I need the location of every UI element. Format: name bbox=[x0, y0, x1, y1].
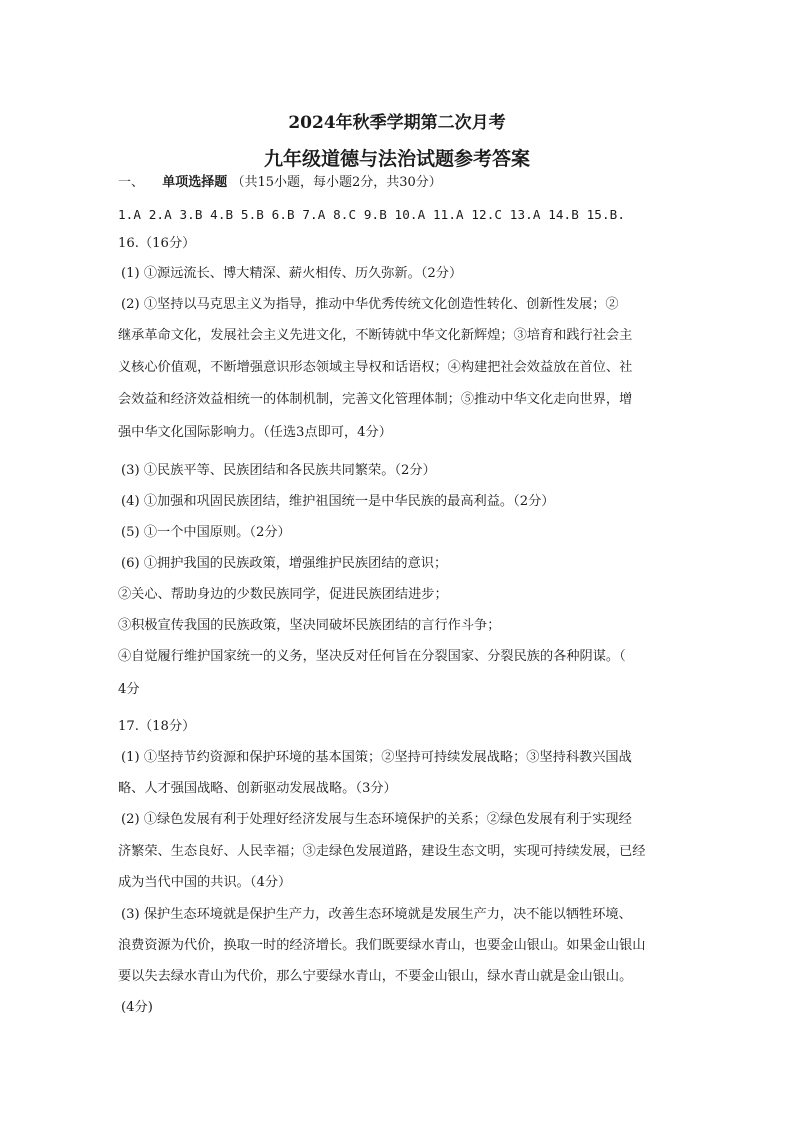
q17-line: (1) ①坚持节约资源和保护环境的基本国策；②坚持可持续发展战略；③坚持科教兴国战 bbox=[121, 750, 632, 765]
q16-line: 强中华文化国际影响力。（任选3点即可，4分） bbox=[118, 425, 392, 440]
q16-line: (2) ①坚持以马克思主义为指导，推动中华优秀传统文化创造性转化、创新性发展；② bbox=[121, 297, 619, 312]
question-17-heading: 17.（18分） bbox=[118, 719, 196, 734]
q16-line: (6) ①拥护我国的民族政策，增强维护民族团结的意识； bbox=[121, 556, 448, 571]
section-heading-single-choice bbox=[118, 174, 678, 192]
q16-line: 会效益和经济效益相统一的体制机制，完善文化管理体制；⑤推动中华文化走向世界，增 bbox=[118, 392, 633, 407]
q16-line: (3) ①民族平等、民族团结和各民族共同繁荣。（2分） bbox=[121, 463, 436, 478]
q16-line: (1) ①源远流长、博大精深、薪火相传、历久弥新。（2分） bbox=[121, 266, 463, 281]
q17-line: (4分) bbox=[121, 1000, 153, 1015]
q17-line: 济繁荣、生态良好、人民幸福；③走绿色发展道路，建设生态文明，实现可持续发展，已经 bbox=[118, 844, 646, 859]
choice-answers: 1.A 2.A 3.B 4.B 5.B 6.B 7.A 8.C 9.B 10.A 11.A 12.C 13.A 14.B 15.B. bbox=[118, 207, 626, 222]
q17-line: 略、人才强国战略、创新驱动发展战略。（3分） bbox=[118, 781, 397, 796]
exam-title: 2024年秋季学期第二次月考 bbox=[288, 113, 506, 133]
q17-line: 成为当代中国的共识。（4分） bbox=[118, 875, 292, 890]
q16-line: 义核心价值观，不断增强意识形态领域主导权和话语权；④构建把社会效益放在首位、社 bbox=[118, 360, 633, 375]
q16-line: ④自觉履行维护国家统一的义务，坚决反对任何旨在分裂国家、分裂民族的各种阴谋。（ bbox=[118, 649, 626, 664]
q17-line: 浪费资源为代价，换取一时的经济增长。我们既要绿水青山，也要金山银山。如果金山银山 bbox=[118, 938, 646, 953]
q16-line: 4分 bbox=[118, 682, 140, 697]
exam-subtitle: 九年级道德与法治试题参考答案 bbox=[263, 148, 530, 170]
q17-line: 要以失去绿水青山为代价，那么宁要绿水青山，不要金山银山，绿水青山就是金山银山。 bbox=[118, 969, 633, 984]
section-number: 一、 bbox=[118, 175, 145, 190]
q16-line: (5) ①一个中国原则。（2分） bbox=[121, 525, 291, 540]
question-16-heading: 16.（16分） bbox=[118, 236, 196, 251]
section-label: 单项选择题 bbox=[162, 175, 228, 190]
q16-line: ②关心、帮助身边的少数民族同学，促进民族团结进步； bbox=[118, 587, 448, 602]
q16-line: ③积极宣传我国的民族政策，坚决同破坏民族团结的言行作斗争； bbox=[118, 618, 501, 633]
q17-line: (2) ①绿色发展有利于处理好经济发展与生态环境保护的关系；②绿色发展有利于实现经 bbox=[121, 812, 632, 827]
q16-line: 继承革命文化，发展社会主义先进文化，不断铸就中华文化新辉煌；③培育和践行社会主 bbox=[118, 328, 633, 343]
section-note: （共15小题，每小题2分，共30分） bbox=[231, 175, 442, 190]
q17-line: (3) 保护生态环境就是保护生产力，改善生态环境就是发展生产力，决不能以牺牲环境、 bbox=[121, 907, 632, 922]
q16-line: (4) ①加强和巩固民族团结，维护祖国统一是中华民族的最高利益。（2分） bbox=[121, 494, 555, 509]
